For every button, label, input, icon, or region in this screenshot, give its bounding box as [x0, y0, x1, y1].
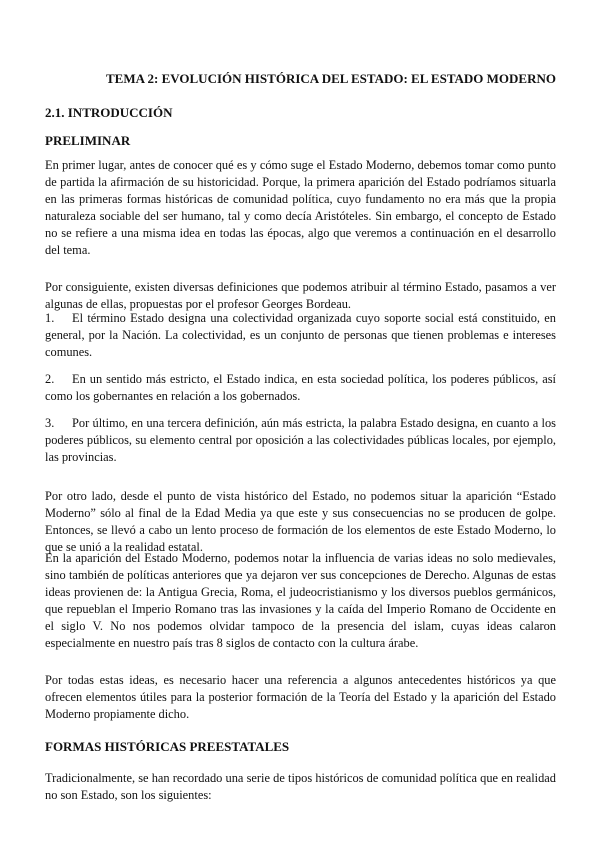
paragraph: Por todas estas ideas, es necesario hacer una referencia a algunos antecedentes históricos ya que ofrecen elementos útiles para la posterior formación de la Teoría del Estado y la aparición del Estado Moderno propiamente dicho.	[45, 673, 556, 721]
definition-text: El término Estado designa una colectividad organizada cuyo soporte social está constituido, en general, por la Nación. La colectividad, es un conjunto de personas que tienen problemas e intereses comunes.	[45, 311, 556, 359]
definition-item	[45, 310, 556, 361]
list-number: 3.	[45, 416, 55, 430]
definition-text: Por último, en una tercera definición, aún más estricta, la palabra Estado designa, en cuanto a los poderes públicos, su elemento central por oposición a las colectividades públicas locales, por ejemplo, las provincias.	[45, 416, 556, 464]
section-heading: 2.1. INTRODUCCIÓN	[45, 105, 173, 120]
paragraph: Tradicionalmente, se han recordado una serie de tipos históricos de comunidad política que en realidad no son Estado, son los siguientes:	[45, 771, 556, 802]
paragraph: En primer lugar, antes de conocer qué es y cómo suge el Estado Moderno, debemos tomar como punto de partida la afirmación de su historicidad. Porque, la primera aparición del Estado podríamos situarla en las primeras formas históricas de comunidad política, cuyo fundamento no era más que la propia naturaleza sociable del ser humano, tal y como decía Aristóteles. Sin embargo, el concepto de Estado no se refiere a una misma idea en todas las épocas, algo que veremos a continuación en el desarrollo del tema.	[45, 158, 556, 257]
paragraph: En la aparición del Estado Moderno, podemos notar la influencia de varias ideas no solo medievales, sino también de políticas anteriores que ya dejaron ver sus concepciones de Derecho. Algunas de estas ideas provienen de: la Antigua Grecia, Roma, el judeocristianismo y los diversos pueblos germánicos, que repueblan el Imperio Romano tras las invasiones y la caída del Imperio Romano de Occidente en el siglo V. No nos podemos olvidar tampoco de la presencia del islam, cuyas ideas calaron especialmente en nuestro país tras 8 siglos de contacto con la cultura árabe.	[45, 551, 556, 650]
document-title: TEMA 2: EVOLUCIÓN HISTÓRICA DEL ESTADO: EL ESTADO MODERNO	[105, 71, 556, 86]
list-number: 1.	[45, 311, 55, 325]
paragraph: Por consiguiente, existen diversas definiciones que podemos atribuir al término Estado, pasamos a ver algunas de ellas, propuestas por el profesor Georges Bordeau.	[45, 280, 556, 311]
list-number: 2.	[45, 372, 55, 386]
subheading-preliminar: PRELIMINAR	[45, 133, 131, 148]
subheading-formas: FORMAS HISTÓRICAS PREESTATALES	[45, 739, 290, 754]
definition-item	[45, 415, 556, 466]
paragraph: Por otro lado, desde el punto de vista histórico del Estado, no podemos situar la aparición “Estado Moderno” sólo al final de la Edad Media ya que este y sus consecuencias no se producen de golpe. Entonces, se llevó a cabo un lento proceso de formación de los elementos de este Estado Moderno, lo que se unió a la realidad estatal.	[45, 489, 556, 554]
definition-item	[45, 371, 556, 405]
definition-text: En un sentido más estricto, el Estado indica, en esta sociedad política, los poderes públicos, así como los gobernantes en relación a los gobernados.	[45, 372, 556, 403]
